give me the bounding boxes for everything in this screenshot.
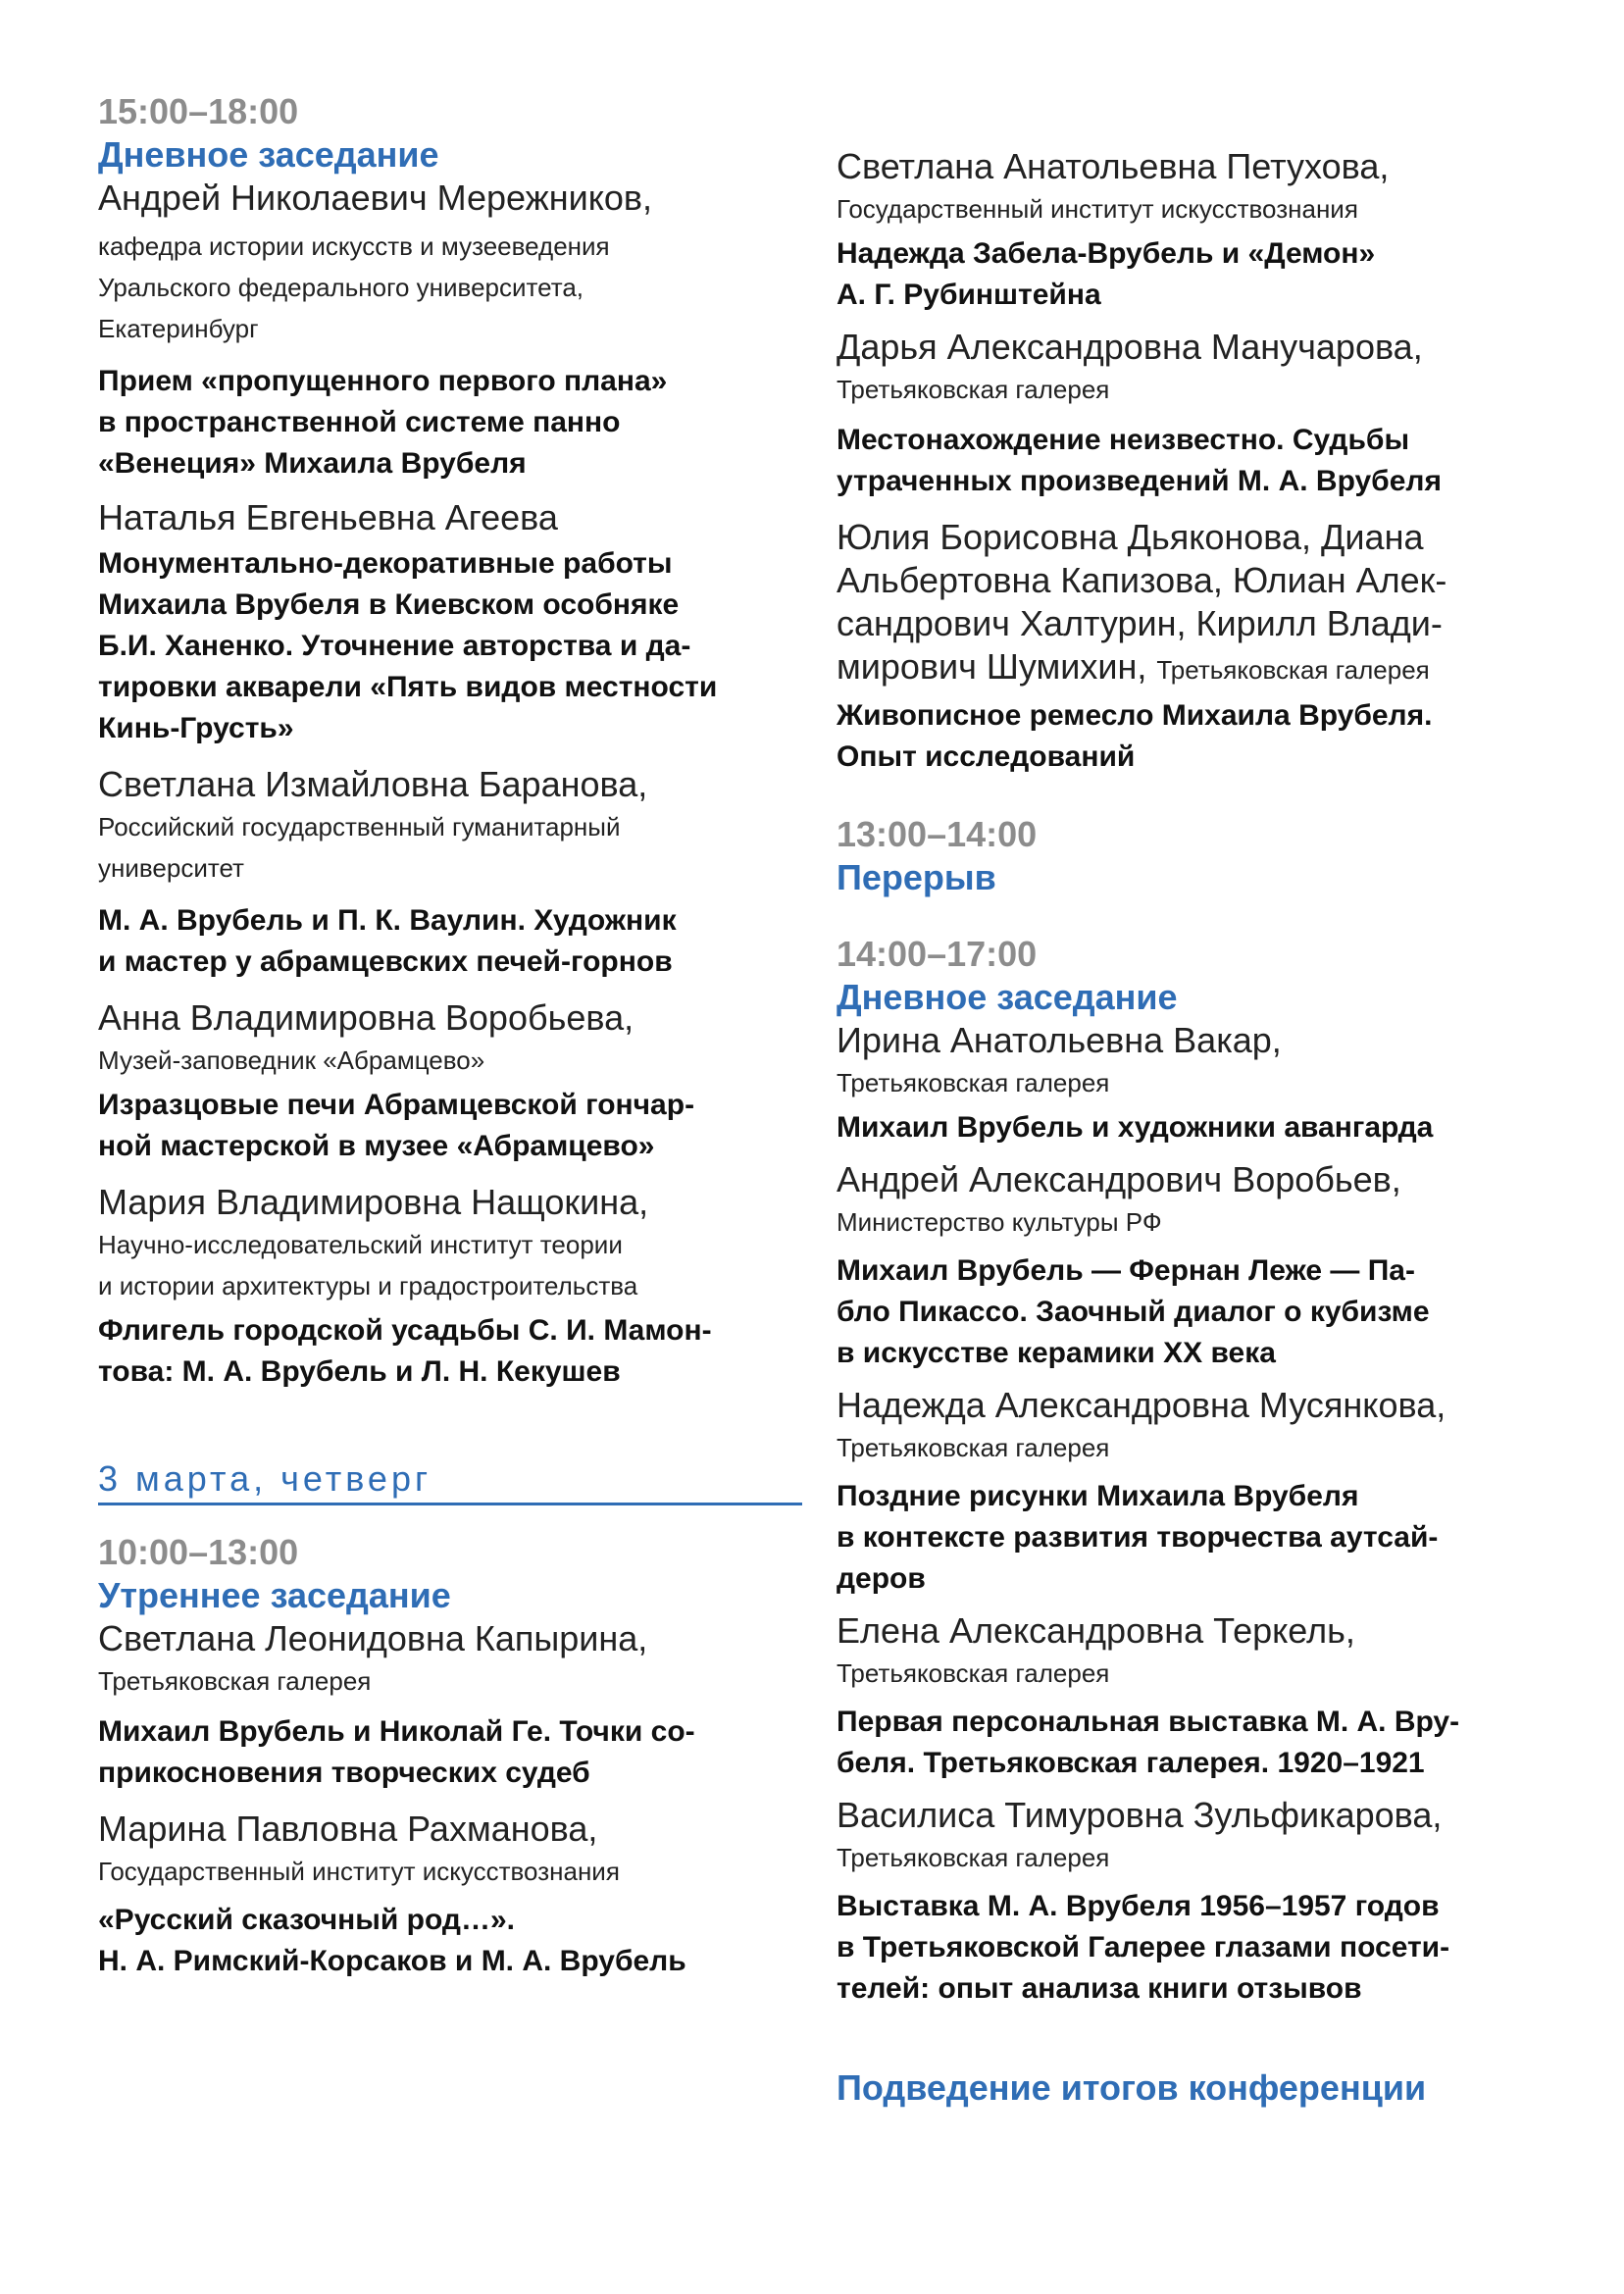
speaker-name: Андрей Александрович Воробьев, bbox=[837, 1159, 1401, 1199]
right-column bbox=[837, 0, 1552, 2110]
program-entry bbox=[98, 1617, 814, 1794]
speaker-name: Дарья Александровна Манучарова, bbox=[837, 327, 1423, 367]
speaker-name: Мария Владимировна Нащокина, bbox=[98, 1182, 649, 1222]
talk-title: Первая персональная выставка М. А. Вру- беля. Третьяковская галерея. 1920–1921 bbox=[837, 1706, 1460, 1779]
program-entry bbox=[98, 763, 814, 983]
program-entry bbox=[837, 145, 1552, 316]
program-entry bbox=[98, 996, 814, 1167]
session-time: 13:00–14:00 bbox=[837, 814, 1038, 854]
talk-title: Михаил Врубель — Фернан Леже — Па- бло Пикассо. Заочный диалог о кубизме в искусстве керамики XX века bbox=[837, 1254, 1430, 1369]
talk-title: Прием «пропущенного первого плана» в пространственной системе панно «Венеция» Михаила Врубеля bbox=[98, 365, 668, 480]
speaker-affiliation: Третьяковская галерея bbox=[837, 1068, 1110, 1097]
speaker-name: мирович Шумихин, bbox=[837, 646, 1147, 687]
speaker-name: Надежда Александровна Мусянкова, bbox=[837, 1385, 1446, 1425]
speaker-name: Анна Владимировна Воробьева, bbox=[98, 997, 634, 1038]
session-morning bbox=[98, 1531, 814, 1982]
closing-session-title: Подведение итогов конференции bbox=[837, 2067, 1427, 2108]
speaker-affiliation: Российский государственный гуманитарный университет bbox=[98, 812, 621, 883]
session-time: 14:00–17:00 bbox=[837, 934, 1038, 974]
speaker-name: Альбертовна Капизова, Юлиан Алек- bbox=[837, 560, 1447, 600]
speaker-affiliation: кафедра истории искусств и музееведения Уральского федерального университета, Екатеринбург bbox=[98, 231, 610, 343]
speaker-name: Светлана Измайловна Баранова, bbox=[98, 764, 648, 804]
session-time: 10:00–13:00 bbox=[98, 1532, 299, 1572]
speaker-affiliation: Научно-исследовательский институт теории и истории архитектуры и градостроительства bbox=[98, 1230, 638, 1300]
speaker-affiliation: Государственный институт искусствознания bbox=[98, 1857, 620, 1886]
speaker-name: Светлана Леонидовна Капырина, bbox=[98, 1618, 648, 1658]
speaker-name: Наталья Евгеньевна Агеева bbox=[98, 497, 558, 537]
speaker-affiliation: Третьяковская галерея bbox=[98, 1666, 372, 1696]
program-entry bbox=[837, 326, 1552, 502]
program-entry bbox=[98, 1181, 814, 1393]
speaker-name: Марина Павловна Рахманова, bbox=[98, 1809, 598, 1849]
program-entry bbox=[837, 1609, 1552, 1784]
session-title: Утреннее заседание bbox=[98, 1575, 451, 1615]
speaker-name-with-org bbox=[837, 645, 1552, 691]
program-entry bbox=[98, 1808, 814, 1982]
speaker-name: Юлия Борисовна Дьяконова, Диана bbox=[837, 517, 1424, 557]
speaker-affiliation: Третьяковская галерея bbox=[1156, 655, 1430, 685]
session-break bbox=[837, 813, 1552, 899]
speaker-affiliation: Третьяковская галерея bbox=[837, 1433, 1110, 1462]
talk-title: Выставка М. А. Врубеля 1956–1957 годов в Третьяковской Галерее глазами посети- телей: опыт анализа книги отзывов bbox=[837, 1890, 1450, 2005]
speaker-name: сандрович Халтурин, Кирилл Влади- bbox=[837, 603, 1443, 643]
program-entry bbox=[98, 496, 814, 749]
session-afternoon-2 bbox=[837, 933, 1552, 2010]
session-title: Дневное заседание bbox=[837, 977, 1178, 1017]
talk-title: Местонахождение неизвестно. Судьбы утраченных произведений М. А. Врубеля bbox=[837, 424, 1442, 497]
talk-title: Михаил Врубель и художники авангарда bbox=[837, 1111, 1434, 1144]
talk-title: М. А. Врубель и П. К. Ваулин. Художник и мастер у абрамцевских печей-горнов bbox=[98, 904, 677, 978]
speaker-name: Андрей Николаевич Мережников, bbox=[98, 178, 653, 218]
session-time: 15:00–18:00 bbox=[98, 91, 299, 131]
speaker-affiliation: Музей-заповедник «Абрамцево» bbox=[98, 1045, 485, 1075]
program-entry bbox=[837, 1384, 1552, 1600]
talk-title: Поздние рисунки Михаила Врубеля в контексте развития творчества аутсай- деров bbox=[837, 1480, 1439, 1595]
speaker-affiliation: Третьяковская галерея bbox=[837, 1658, 1110, 1688]
program-entry-group bbox=[837, 516, 1552, 778]
program-entry bbox=[837, 1019, 1552, 1148]
day-heading: 3 марта, четверг bbox=[98, 1457, 802, 1505]
speaker-affiliation: Третьяковская галерея bbox=[837, 375, 1110, 404]
talk-title: Михаил Врубель и Николай Ге. Точки со- прикосновения творческих судеб bbox=[98, 1715, 695, 1789]
speaker-name: Ирина Анатольевна Вакар, bbox=[837, 1020, 1282, 1060]
speaker-affiliation: Государственный институт искусствознания bbox=[837, 194, 1358, 224]
speaker-affiliation: Третьяковская галерея bbox=[837, 1843, 1110, 1872]
session-title: Дневное заседание bbox=[98, 134, 439, 175]
program-entry bbox=[98, 177, 814, 484]
talk-title: Флигель городской усадьбы С. И. Мамон- това: М. А. Врубель и Л. Н. Кекушев bbox=[98, 1314, 712, 1388]
session-title: Перерыв bbox=[837, 857, 996, 897]
session-afternoon-1 bbox=[98, 90, 814, 1393]
talk-title: Монументально-декоративные работы Михаила Врубеля в Киевском особняке Б.И. Ханенко. Уточнение авторства и да- тировки акварели «Пять видов местности Кинь-Грусть» bbox=[98, 547, 718, 744]
talk-title: Надежда Забела-Врубель и «Демон» А. Г. Рубинштейна bbox=[837, 237, 1376, 311]
left-column bbox=[98, 0, 814, 1982]
program-entry bbox=[837, 1794, 1552, 2010]
program-entry bbox=[837, 1158, 1552, 1374]
talk-title: Изразцовые печи Абрамцевской гончар- ной мастерской в музее «Абрамцево» bbox=[98, 1089, 695, 1162]
speaker-name: Елена Александровна Теркель, bbox=[837, 1610, 1355, 1651]
talk-title: «Русский сказочный род…». Н. А. Римский-Корсаков и М. А. Врубель bbox=[98, 1904, 686, 1977]
talk-title: Живописное ремесло Михаила Врубеля. Опыт исследований bbox=[837, 699, 1433, 773]
speaker-affiliation: Министерство культуры РФ bbox=[837, 1207, 1162, 1237]
speaker-name: Василиса Тимуровна Зульфикарова, bbox=[837, 1795, 1443, 1835]
speaker-name: Светлана Анатольевна Петухова, bbox=[837, 146, 1390, 186]
